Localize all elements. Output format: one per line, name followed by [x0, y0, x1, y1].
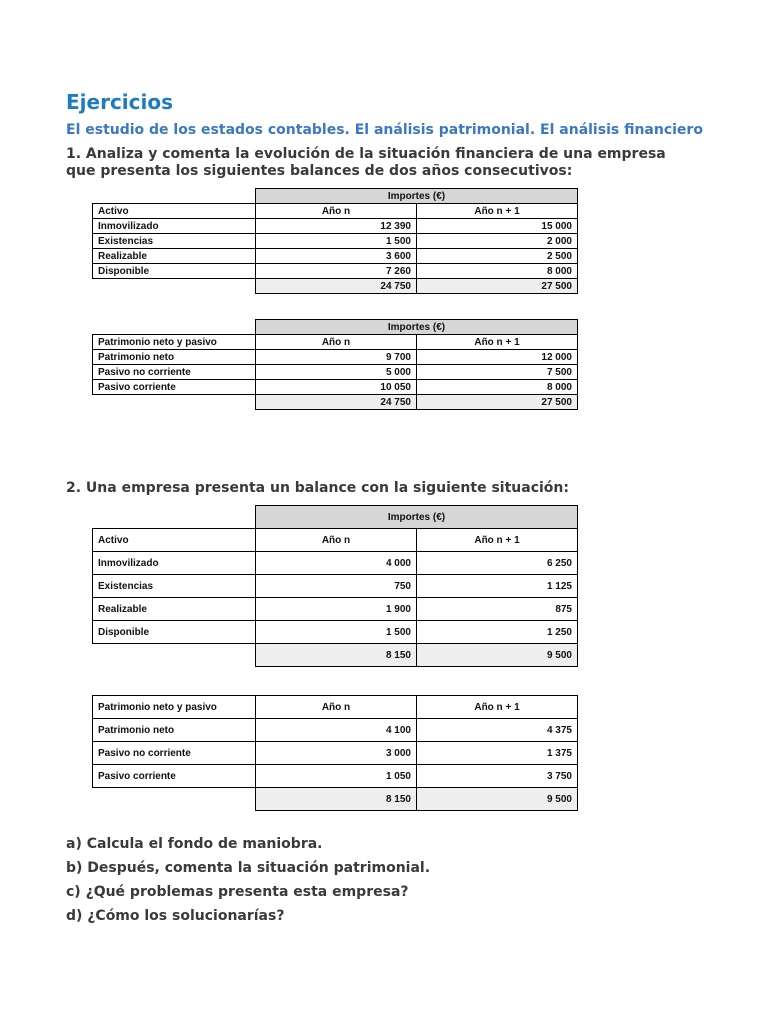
value-year-n: 4 100: [256, 719, 417, 742]
value-year-n1: 12 000: [417, 350, 578, 365]
ex2-activo-table: [92, 505, 578, 667]
value-year-n: 3 000: [256, 742, 417, 765]
col-header-year-n: Año n: [256, 529, 417, 552]
col-header-year-n1: Año n + 1: [417, 529, 578, 552]
row-label: Existencias: [93, 575, 256, 598]
subquestion-b: b) Después, comenta la situación patrimonial.: [66, 860, 431, 876]
value-year-n1: 6 250: [417, 552, 578, 575]
table-row: [93, 621, 578, 644]
table-row: [93, 264, 578, 279]
total-year-n: 8 150: [256, 644, 417, 667]
value-year-n1: 1 250: [417, 621, 578, 644]
value-year-n: 10 050: [256, 380, 417, 395]
table-row: [93, 234, 578, 249]
value-year-n1: 2 500: [417, 249, 578, 264]
exercise-1-question: 1. Analiza y comenta la evolución de la situación financiera de una empresa que presenta los siguientes balances de dos años consecutivos:: [66, 146, 666, 179]
value-year-n1: 4 375: [417, 719, 578, 742]
table-row: [93, 598, 578, 621]
exercise-2-question: 2. Una empresa presenta un balance con la siguiente situación:: [66, 480, 569, 496]
value-year-n: 4 000: [256, 552, 417, 575]
row-label: Pasivo corriente: [93, 380, 256, 395]
value-year-n1: 1 125: [417, 575, 578, 598]
value-year-n: 3 600: [256, 249, 417, 264]
value-year-n1: 8 000: [417, 264, 578, 279]
total-label-empty: [93, 644, 256, 667]
row-header-activo: Activo: [93, 204, 256, 219]
value-year-n1: 7 500: [417, 365, 578, 380]
value-year-n1: 875: [417, 598, 578, 621]
col-header-year-n1: Año n + 1: [417, 696, 578, 719]
row-label: Existencias: [93, 234, 256, 249]
total-row: [93, 279, 578, 294]
table-row: [93, 742, 578, 765]
table-row: [93, 380, 578, 395]
total-year-n1: 27 500: [417, 395, 578, 410]
row-label: Pasivo no corriente: [93, 365, 256, 380]
ex2-pasivo-table: [92, 695, 578, 811]
row-label: Realizable: [93, 598, 256, 621]
importes-header: Importes (€): [256, 320, 578, 335]
col-header-year-n: Año n: [256, 204, 417, 219]
table-row: [93, 365, 578, 380]
value-year-n: 12 390: [256, 219, 417, 234]
row-label: Pasivo no corriente: [93, 742, 256, 765]
value-year-n: 1 050: [256, 765, 417, 788]
value-year-n1: 8 000: [417, 380, 578, 395]
row-header-patrimonio: Patrimonio neto y pasivo: [93, 696, 256, 719]
total-year-n: 24 750: [256, 279, 417, 294]
ex1-activo-table: [92, 188, 578, 294]
col-header-year-n1: Año n + 1: [417, 335, 578, 350]
row-label: Pasivo corriente: [93, 765, 256, 788]
table-row: [93, 249, 578, 264]
col-header-year-n: Año n: [256, 696, 417, 719]
table-row: [93, 552, 578, 575]
row-label: Disponible: [93, 264, 256, 279]
total-year-n1: 9 500: [417, 644, 578, 667]
total-year-n1: 27 500: [417, 279, 578, 294]
value-year-n1: 2 000: [417, 234, 578, 249]
value-year-n1: 3 750: [417, 765, 578, 788]
total-year-n1: 9 500: [417, 788, 578, 811]
table-row: [93, 219, 578, 234]
value-year-n: 750: [256, 575, 417, 598]
total-row: [93, 395, 578, 410]
value-year-n: 7 260: [256, 264, 417, 279]
page-title: Ejercicios: [66, 90, 174, 114]
table-row: [93, 575, 578, 598]
value-year-n: 5 000: [256, 365, 417, 380]
row-header-patrimonio: Patrimonio neto y pasivo: [93, 335, 256, 350]
total-label-empty: [93, 395, 256, 410]
row-label: Patrimonio neto: [93, 719, 256, 742]
row-label: Inmovilizado: [93, 219, 256, 234]
table-row: [93, 350, 578, 365]
total-label-empty: [93, 788, 256, 811]
row-label: Patrimonio neto: [93, 350, 256, 365]
table-corner: [93, 189, 256, 204]
row-label: Realizable: [93, 249, 256, 264]
value-year-n: 1 500: [256, 234, 417, 249]
table-row: [93, 765, 578, 788]
subquestion-d: d) ¿Cómo los solucionarías?: [66, 908, 285, 924]
total-row: [93, 644, 578, 667]
row-header-activo: Activo: [93, 529, 256, 552]
total-year-n: 8 150: [256, 788, 417, 811]
row-label: Disponible: [93, 621, 256, 644]
row-label: Inmovilizado: [93, 552, 256, 575]
value-year-n: 9 700: [256, 350, 417, 365]
importes-header: Importes (€): [256, 189, 578, 204]
subquestion-c: c) ¿Qué problemas presenta esta empresa?: [66, 884, 409, 900]
col-header-year-n: Año n: [256, 335, 417, 350]
table-corner: [93, 506, 256, 529]
total-year-n: 24 750: [256, 395, 417, 410]
page-subtitle: El estudio de los estados contables. El análisis patrimonial. El análisis financiero: [66, 122, 703, 138]
subquestion-a: a) Calcula el fondo de maniobra.: [66, 836, 323, 852]
col-header-year-n1: Año n + 1: [417, 204, 578, 219]
importes-header: Importes (€): [256, 506, 578, 529]
value-year-n: 1 500: [256, 621, 417, 644]
total-row: [93, 788, 578, 811]
table-corner: [93, 320, 256, 335]
table-row: [93, 719, 578, 742]
value-year-n1: 15 000: [417, 219, 578, 234]
total-label-empty: [93, 279, 256, 294]
value-year-n: 1 900: [256, 598, 417, 621]
value-year-n1: 1 375: [417, 742, 578, 765]
ex1-pasivo-table: [92, 319, 578, 410]
